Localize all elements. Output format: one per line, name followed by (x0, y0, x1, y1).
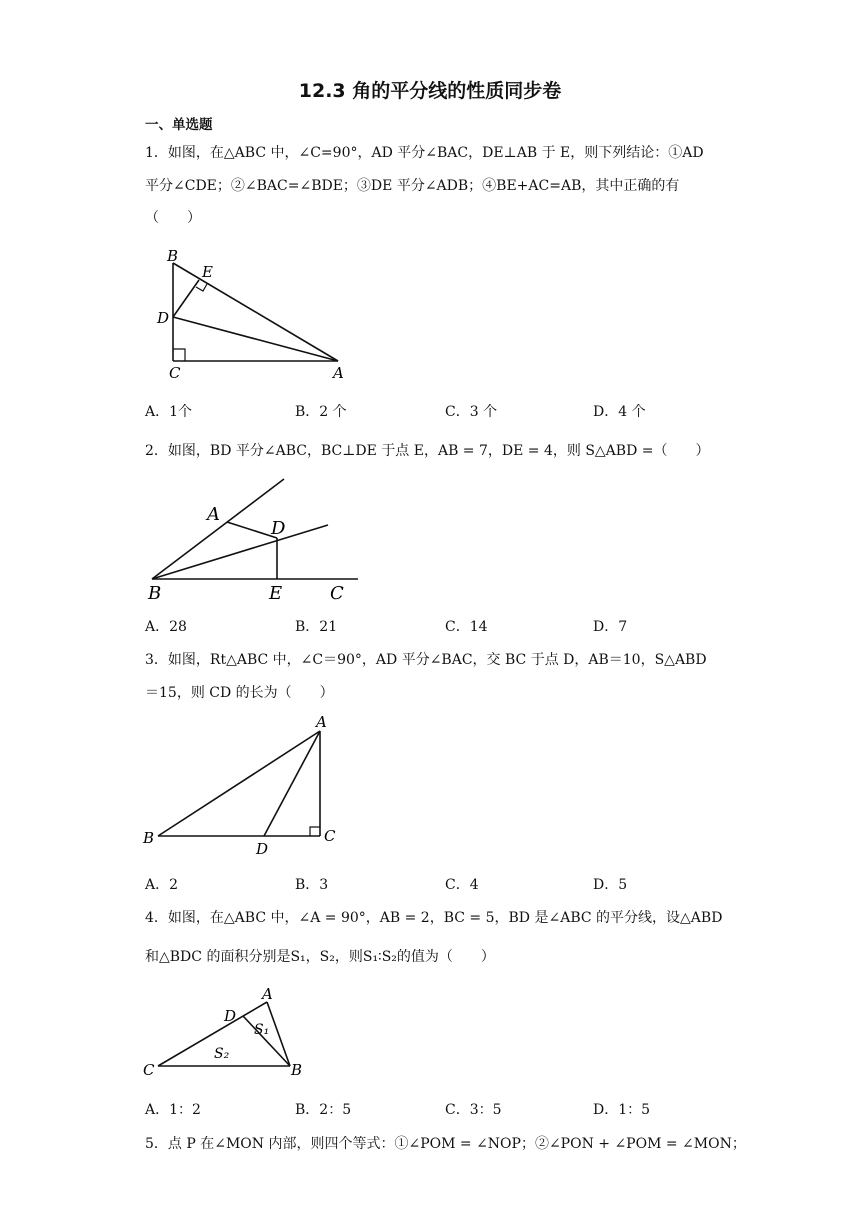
question-4-option-b: B．2：5 (295, 1102, 352, 1118)
question-1-option-c: C．3 个 (445, 404, 498, 420)
figure-4-label-d: D (224, 1007, 237, 1025)
question-2-figure (145, 472, 370, 607)
figure-2-label-d: D (271, 518, 286, 539)
figure-1-label-c: C (169, 364, 181, 382)
question-3-option-a: A．2 (145, 877, 179, 893)
question-4-option-a: A．1：2 (145, 1102, 201, 1118)
question-2-option-d: D．7 (593, 619, 628, 635)
question-1-option-b: B．2 个 (295, 404, 347, 420)
question-4-line-1: 4．如图，在△ABC 中，∠A = 90°，AB = 2，BC = 5，BD 是∠ABC 的平分线，设△ABD (145, 910, 723, 926)
question-1-line-2: 平分∠CDE；②∠BAC=∠BDE；③DE 平分∠ADB；④BE+AC=AB，其中正确的有 (145, 178, 680, 194)
figure-3-label-d: D (256, 840, 269, 858)
figure-3-label-b: B (143, 829, 155, 847)
figure-2-label-b: B (148, 583, 162, 604)
question-1-figure (155, 245, 360, 385)
question-5-line-1: 5．点 P 在∠MON 内部，则四个等式：①∠POM = ∠NOP；②∠PON + ∠POM = ∠MON； (145, 1136, 746, 1152)
question-1-option-d: D．4 个 (593, 404, 646, 420)
question-2-option-c: C．14 (445, 619, 488, 635)
question-4-line-2: 和△BDC 的面积分别是S₁，S₂，则S₁∶S₂的值为（ ） (145, 949, 495, 965)
question-3-option-b: B．3 (295, 877, 329, 893)
section-heading: 一、单选题 (145, 117, 213, 133)
figure-3-label-c: C (324, 827, 336, 845)
figure-1-label-b: B (167, 247, 179, 265)
question-1-line-1: 1．如图，在△ABC 中，∠C=90°，AD 平分∠BAC，DE⊥AB 于 E，则下列结论：①AD (145, 145, 704, 161)
figure-4-label-b: B (291, 1061, 303, 1079)
question-3-option-d: D．5 (593, 877, 628, 893)
question-3-option-c: C．4 (445, 877, 479, 893)
question-3-line-1: 3．如图，Rt△ABC 中，∠C＝90°，AD 平分∠BAC，交 BC 于点 D，AB＝10，S△ABD (145, 652, 707, 668)
question-2-option-a: A．28 (145, 619, 187, 635)
figure-4-label-s2: S₂ (214, 1046, 230, 1062)
figure-4-label-c: C (143, 1061, 155, 1079)
question-4-option-d: D．1：5 (593, 1102, 651, 1118)
question-3-line-2: ＝15，则 CD 的长为（ ） (145, 685, 334, 701)
question-3-figure (140, 710, 345, 860)
figure-4-label-s1: S₁ (254, 1022, 270, 1038)
question-4-option-c: C．3：5 (445, 1102, 502, 1118)
figure-3-label-a: A (316, 713, 327, 731)
question-1-option-a: A．1个 (145, 404, 193, 420)
figure-4-label-a: A (262, 985, 273, 1003)
page-title: 12.3 角的平分线的性质同步卷 (298, 80, 562, 102)
figure-2-label-a: A (207, 504, 220, 525)
figure-2-label-e: E (269, 583, 283, 604)
question-4-figure (140, 983, 315, 1083)
question-2-option-b: B．21 (295, 619, 338, 635)
figure-2-label-c: C (330, 583, 344, 604)
figure-1-label-d: D (157, 309, 170, 327)
figure-1-label-e: E (202, 263, 213, 281)
figure-1-label-a: A (333, 364, 344, 382)
question-1-line-3: （ ） (145, 210, 201, 226)
question-2-line-1: 2．如图，BD 平分∠ABC，BC⊥DE 于点 E，AB = 7，DE = 4，则 S△ABD =（ ） (145, 443, 710, 459)
